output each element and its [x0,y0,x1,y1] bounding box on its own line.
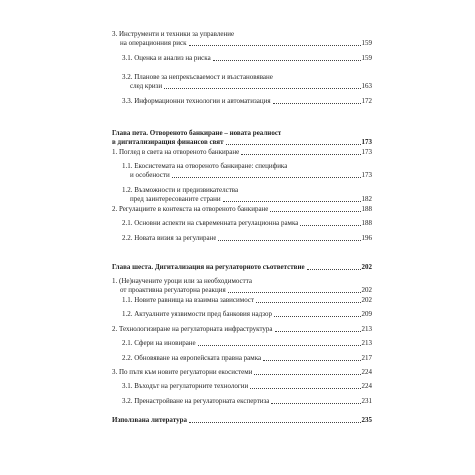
toc-page-number: 231 [361,397,372,405]
toc-entry [112,234,372,243]
toc-page-number: 224 [361,368,372,376]
toc-entry [112,30,372,48]
toc-page-number: 235 [361,416,372,424]
dot-leader [213,60,361,61]
toc-entry-title: 2.1. Сфери на иновиране [122,339,196,347]
toc-entry-title: 3. По пътя към новите регулаторни екосистеми [112,368,253,376]
toc-entry-title: 2. Технологизиране на регулаторната инфраструктура [112,325,273,333]
dot-leader [226,144,361,145]
toc-entry-title-line: 3. Инструменти и техники за управление [112,30,235,38]
toc-page-number: 163 [361,82,372,90]
toc-entry-title-line: 1.1. Екосистемата на отвореното банкиране: специфика [122,162,288,170]
toc-entry-title: 1. Поглед в света на отвореното банкиране [112,148,240,156]
toc-entry-title: 2.2. Обновяване на европейската правна рамка [122,354,262,362]
toc-page-number: 224 [361,382,372,390]
toc-entry [112,339,372,348]
toc-page-number: 202 [361,263,372,271]
toc-page-number: 173 [361,148,372,156]
toc-entry-title: след кризи [130,82,163,90]
toc-entry-title: от проактивна регулаторна реакция [120,286,226,294]
dot-leader [189,45,361,46]
dot-leader [307,269,361,270]
toc-entry [112,325,372,334]
dot-leader [274,316,361,317]
toc-entry-title: 3.1. Въходът на регулаторните технологии [122,382,249,390]
toc-entry [112,148,372,157]
toc-entry-title: 1.1. Новите равнища на взаимна зависимост [122,296,255,304]
toc-entry-title: 2.1. Основни аспекти на съвременната регулационна рамка [122,219,299,227]
dot-leader [164,88,360,89]
toc-entry-title: на операционния риск [120,39,187,47]
toc-entry [112,263,372,272]
toc-entry-title-line: 3.2. Планове за непрекъсваемост и възстановяване [122,73,273,81]
dot-leader [228,292,361,293]
toc-entry [112,162,372,180]
toc-page-number: 159 [361,39,372,47]
toc-page-number: 202 [361,286,372,294]
dot-leader [241,154,360,155]
toc-entry-title: 2. Регулациите в контекста на отвореното банкиране [112,205,269,213]
toc-entry-title: 2.2. Новата визия за регулиране [122,234,217,242]
dot-leader [223,201,361,202]
toc-page-number: 182 [361,195,372,203]
toc-entry [112,277,372,295]
dot-leader [256,302,360,303]
toc-entry-title: 3.2. Пренастройване на регулаторната експертиза [122,397,270,405]
toc-page-number: 173 [361,171,372,179]
toc-entry [112,129,372,147]
dot-leader [172,177,361,178]
toc-page-number: 173 [361,138,372,146]
toc-entry-title: 3.1. Оценка и анализ на риска [122,54,211,62]
toc-entry-title: Глава шеста. Дигитализация на регулаторното съответствие [112,263,305,271]
toc-entry [112,354,372,363]
dot-leader [254,374,360,375]
toc-entry-title: и особености [130,171,170,179]
toc-entry [112,54,372,63]
toc-entry-title: в дигитализиращия финансов свят [112,138,224,146]
toc-page-number: 217 [361,354,372,362]
toc-entry [112,73,372,91]
toc-entry-title: 3.3. Информационни технологии и автоматизация [122,97,271,105]
toc-page-number: 202 [361,296,372,304]
toc-page-number: 172 [361,97,372,105]
toc-entry [112,382,372,391]
dot-leader [300,225,360,226]
toc-entry [112,219,372,228]
dot-leader [189,422,361,423]
toc-entry-title: пред заинтересованите страни [130,195,221,203]
toc-page-number: 159 [361,54,372,62]
toc-entry [112,97,372,106]
dot-leader [270,211,360,212]
toc-entry-title: 1.2. Актуалните уязвимости пред банковия надзор [122,310,272,318]
toc-entry-title-line: 1.2. Възможности и предизвикателства [122,186,239,194]
dot-leader [198,345,361,346]
toc-page-number: 213 [361,339,372,347]
toc-entry-title-line: Глава пета. Отвореното банкиране – новата реалност [112,129,282,137]
toc-page-number: 196 [361,234,372,242]
dot-leader [271,403,360,404]
dot-leader [273,103,361,104]
toc-entry-title: Използвана литература [112,416,187,424]
dot-leader [275,331,361,332]
toc-page-number: 209 [361,310,372,318]
toc-entry [112,205,372,214]
toc-entry [112,186,372,204]
toc-entry [112,310,372,319]
toc-entry-title-line: 1. (Не)научените уроци или за необходимостта [112,277,252,285]
dot-leader [218,240,360,241]
dot-leader [250,388,360,389]
toc-page-number: 213 [361,325,372,333]
toc-entry [112,416,372,425]
toc-entry [112,296,372,305]
dot-leader [263,360,360,361]
toc-entry [112,397,372,406]
toc-entry [112,368,372,377]
toc-page-number: 188 [361,219,372,227]
toc-page-number: 188 [361,205,372,213]
